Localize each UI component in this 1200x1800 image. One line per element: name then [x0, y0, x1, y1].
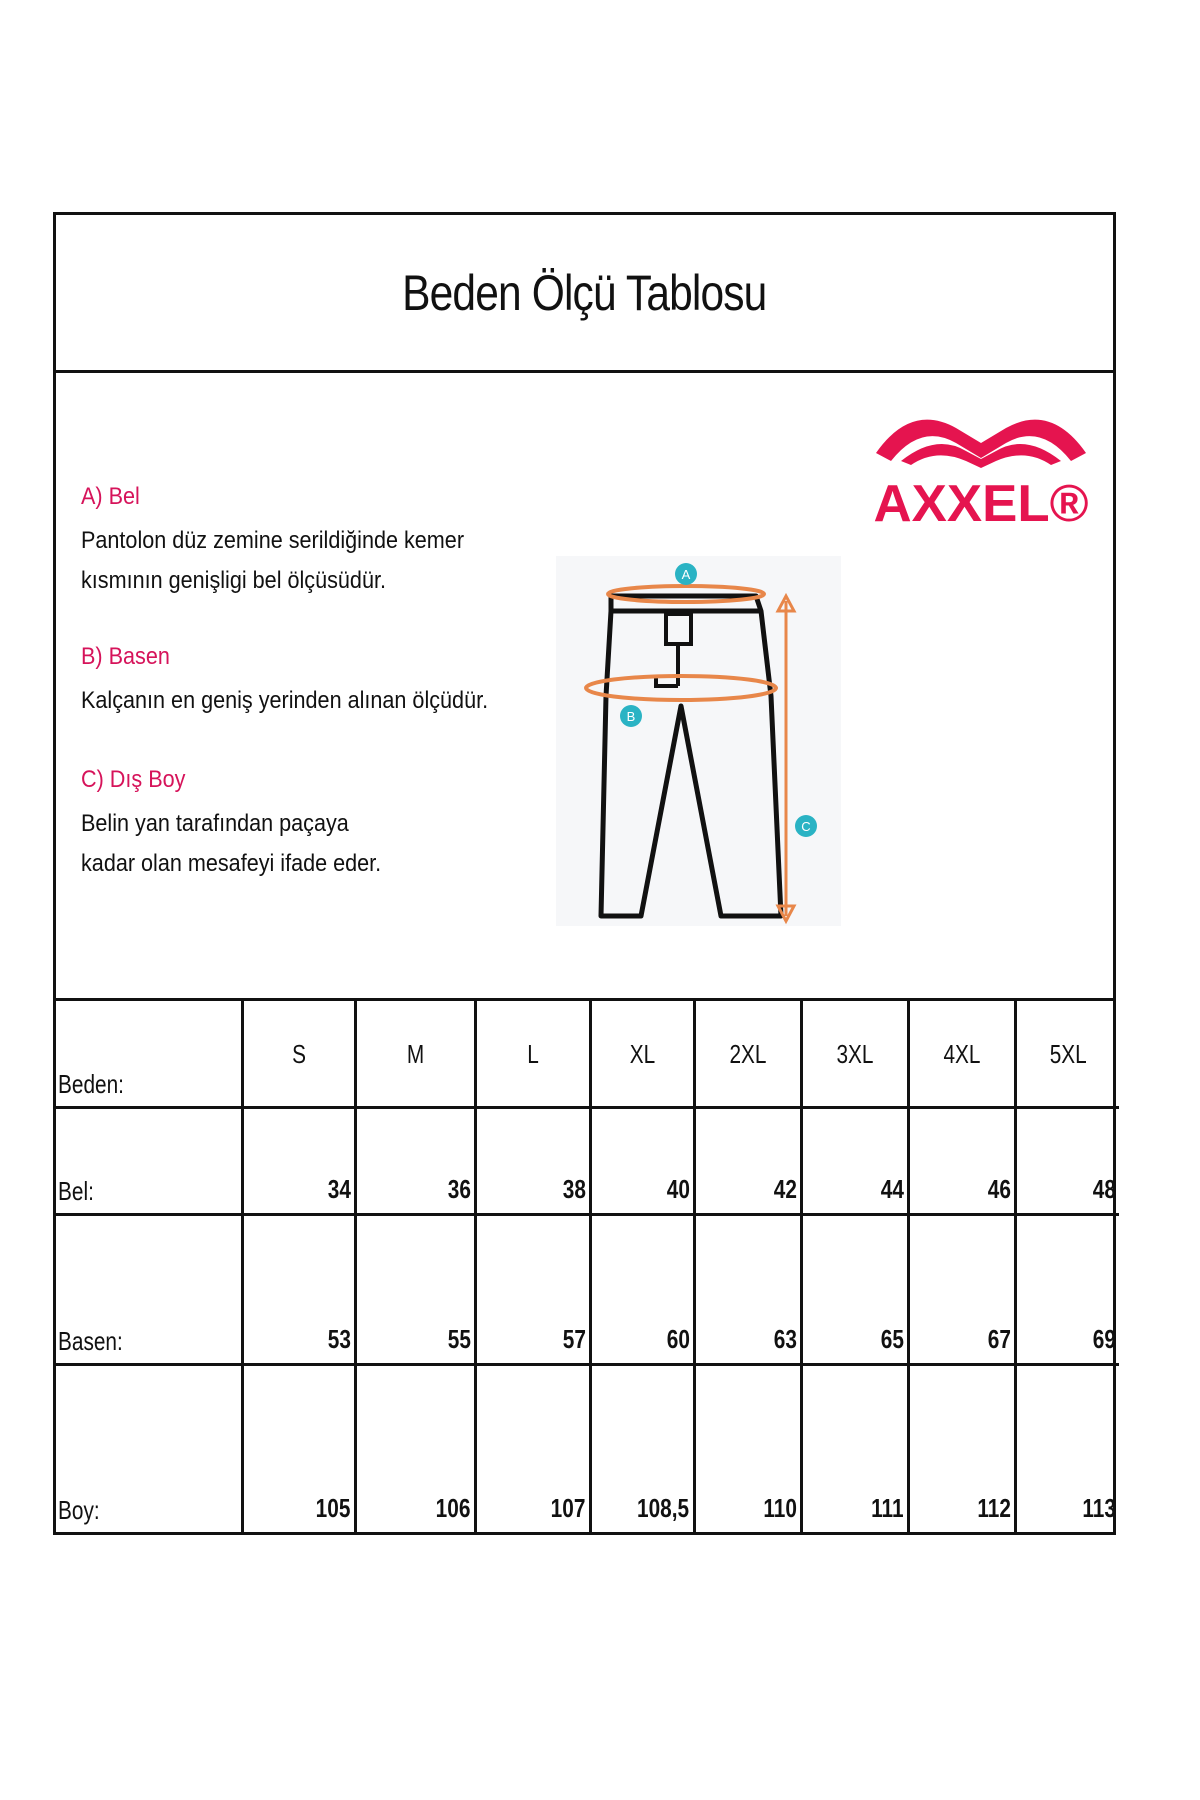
measurement-info [56, 373, 1113, 1001]
description-heading: C) Dış Boy [81, 766, 186, 793]
table-cell [56, 1001, 242, 1108]
size-label: Beden: [58, 1069, 124, 1099]
table-cell [1015, 1215, 1119, 1365]
table-cell [242, 1365, 355, 1533]
table-cell [1015, 1001, 1119, 1108]
table-cell [475, 1001, 590, 1108]
size-header: S [291, 1039, 306, 1069]
cell-value: 42 [773, 1174, 797, 1204]
size-header: 5XL [1049, 1039, 1087, 1069]
brand-name: AXXEL® [873, 475, 1089, 533]
cell-value: 63 [773, 1324, 797, 1354]
table-cell [242, 1001, 355, 1108]
description-line: kısmının genişligi bel ölçüsüdür. [81, 567, 386, 594]
brand-logo [866, 393, 1096, 533]
cell-value: 65 [880, 1324, 904, 1354]
cell-value: 67 [987, 1324, 1011, 1354]
table-row [56, 1108, 1119, 1215]
table-cell [355, 1108, 475, 1215]
title-box [56, 215, 1113, 373]
brand-logo-mark [876, 420, 1086, 461]
table-cell [56, 1365, 242, 1533]
table-cell [908, 1108, 1015, 1215]
table-cell [1015, 1108, 1119, 1215]
description-line: Belin yan tarafından paçaya [81, 810, 349, 837]
cell-value: 38 [562, 1174, 586, 1204]
description-line: Kalçanın en geniş yerinden alınan ölçüdür. [81, 687, 489, 714]
cell-value: 110 [762, 1493, 797, 1523]
description-dis-boy [81, 766, 601, 884]
size-header: M [406, 1039, 424, 1069]
cell-value: 40 [666, 1174, 690, 1204]
table-cell [801, 1215, 908, 1365]
description-line: Pantolon düz zemine serildiğinde kemer [81, 527, 465, 554]
size-header-row [56, 1001, 1119, 1108]
cell-value: 48 [1092, 1174, 1116, 1204]
table-cell [801, 1365, 908, 1533]
cell-value: 112 [976, 1493, 1011, 1523]
table-cell [1015, 1365, 1119, 1533]
cell-value: 105 [315, 1493, 351, 1523]
description-heading: A) Bel [81, 483, 140, 510]
row-label: Basen: [58, 1326, 123, 1356]
description-bel [81, 483, 601, 601]
row-label: Boy: [58, 1495, 100, 1525]
cell-value: 111 [871, 1493, 904, 1523]
size-header: 2XL [728, 1039, 766, 1069]
marker-b-label: B [626, 709, 636, 724]
cell-value: 60 [666, 1324, 690, 1354]
marker-c-label: C [801, 819, 811, 834]
marker-a-label: A [681, 567, 691, 582]
table-cell [475, 1215, 590, 1365]
table-cell [908, 1001, 1015, 1108]
trousers-diagram [556, 556, 841, 926]
cell-value: 113 [1082, 1493, 1116, 1523]
table-cell [475, 1365, 590, 1533]
cell-value: 36 [447, 1174, 471, 1204]
size-header: 3XL [835, 1039, 873, 1069]
table-cell [355, 1001, 475, 1108]
description-text [81, 804, 549, 884]
table-cell [355, 1215, 475, 1365]
size-header: XL [629, 1039, 655, 1069]
table-row [56, 1215, 1119, 1365]
table-cell [801, 1108, 908, 1215]
table-cell [908, 1365, 1015, 1533]
description-heading: B) Basen [81, 643, 170, 670]
cell-value: 55 [447, 1324, 471, 1354]
table-cell [475, 1108, 590, 1215]
cell-value: 107 [550, 1493, 586, 1523]
cell-value: 69 [1092, 1324, 1116, 1354]
table-cell [801, 1001, 908, 1108]
table-cell [908, 1215, 1015, 1365]
description-line: kadar olan mesafeyi ifade eder. [81, 850, 382, 877]
table-cell [56, 1215, 242, 1365]
cell-value: 44 [880, 1174, 904, 1204]
description-text [81, 681, 549, 721]
cell-value: 53 [327, 1324, 351, 1354]
table-row [56, 1365, 1119, 1533]
size-chart-frame [53, 212, 1116, 1535]
table-cell [242, 1215, 355, 1365]
cell-value: 34 [327, 1174, 351, 1204]
cell-value: 108,5 [637, 1493, 690, 1523]
size-table [56, 1001, 1119, 1532]
cell-value: 106 [435, 1493, 471, 1523]
table-cell [355, 1365, 475, 1533]
table-cell [694, 1215, 801, 1365]
page-title: Beden Ölçü Tablosu [402, 264, 767, 321]
table-cell [56, 1108, 242, 1215]
cell-value: 57 [562, 1324, 586, 1354]
table-cell [694, 1001, 801, 1108]
table-cell [694, 1365, 801, 1533]
description-text [81, 521, 549, 601]
table-cell [590, 1215, 694, 1365]
table-cell [590, 1365, 694, 1533]
table-cell [590, 1108, 694, 1215]
size-header: 4XL [942, 1039, 980, 1069]
table-cell [694, 1108, 801, 1215]
row-label: Bel: [58, 1176, 94, 1206]
cell-value: 46 [987, 1174, 1011, 1204]
table-cell [242, 1108, 355, 1215]
table-cell [590, 1001, 694, 1108]
description-basen [81, 643, 601, 721]
size-header: L [526, 1039, 539, 1069]
